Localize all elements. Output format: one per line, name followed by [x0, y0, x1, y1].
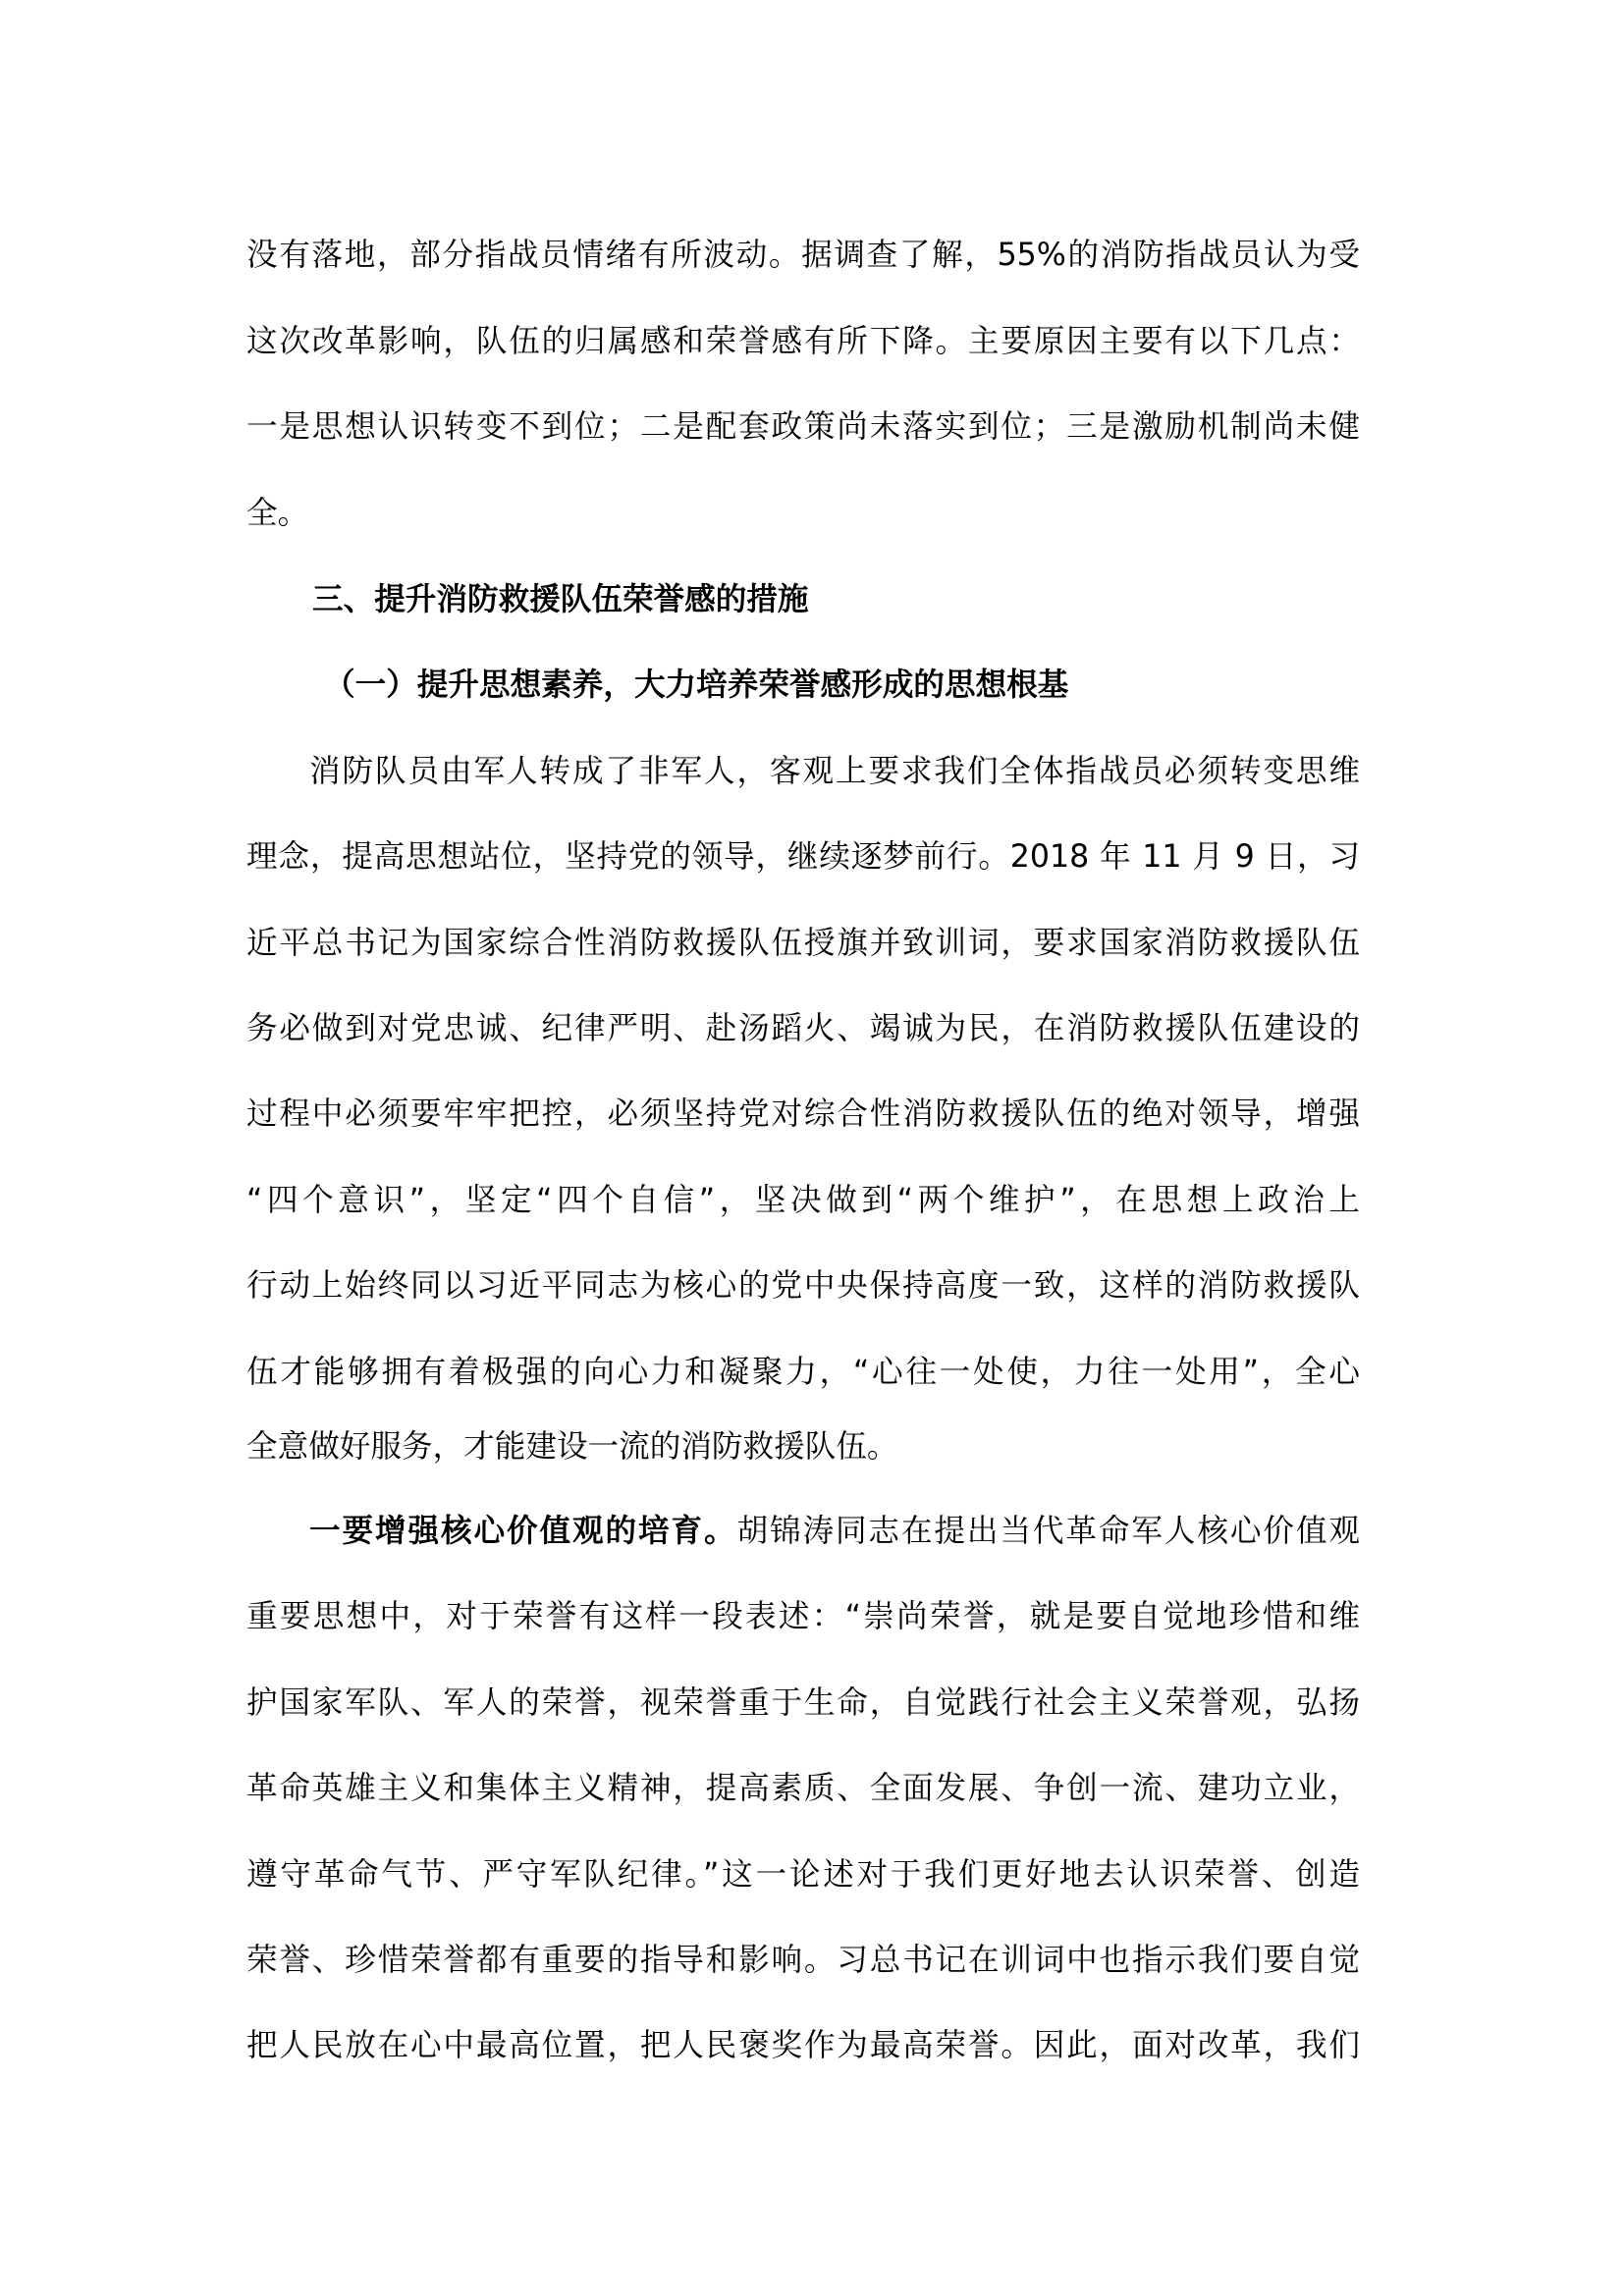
body-text-line: 全。	[246, 496, 309, 531]
body-text-line: 过程中必须要牢牢把控，必须坚持党对综合性消防救援队伍的绝对领导，增强	[246, 1096, 1360, 1132]
body-text-line: 务必做到对党忠诚、纪律严明、赴汤蹈火、竭诚为民，在消防救援队伍建设的	[246, 1011, 1360, 1046]
body-text-line: 消防队员由军人转成了非军人，客观上要求我们全体指战员必须转变思维	[309, 754, 1360, 789]
section-heading: 三、提升消防救援队伍荣誉感的措施	[312, 582, 809, 617]
body-text-line: 这次改革影响，队伍的归属感和荣誉感有所下降。主要原因主要有以下几点：	[246, 324, 1360, 359]
body-text-line: 护国家军队、军人的荣誉，视荣誉重于生命，自觉践行社会主义荣誉观，弘扬	[246, 1685, 1360, 1721]
paragraph-text: 胡锦涛同志在提出当代革命军人核心价值观	[736, 1514, 1360, 1549]
body-text-line: 全意做好服务，才能建设一流的消防救援队伍。	[246, 1429, 898, 1465]
paragraph-lead-bold: 一要增强核心价值观的培育。	[309, 1514, 737, 1549]
body-text-line: 革命英雄主义和集体主义精神，提高素质、全面发展、争创一流、建功立业，	[246, 1771, 1360, 1806]
body-text-line: 重要思想中，对于荣誉有这样一段表述：“崇尚荣誉，就是要自觉地珍惜和维	[246, 1599, 1360, 1634]
body-text-line: 一是思想认识转变不到位；二是配套政策尚未落实到位；三是激励机制尚未健	[246, 409, 1360, 445]
subsection-heading: （一）提升思想素养，大力培养荣誉感形成的思想根基	[324, 667, 1069, 703]
body-text-line: 伍才能够拥有着极强的向心力和凝聚力，“心往一处使，力往一处用”，全心	[246, 1355, 1360, 1390]
body-text-line: 没有落地，部分指战员情绪有所波动。据调查了解，55%的消防指战员认为受	[246, 238, 1360, 273]
body-text-line: 遵守革命气节、严守军队纪律。”这一论述对于我们更好地去认识荣誉、创造	[246, 1857, 1360, 1893]
body-text-line	[309, 1488, 1360, 1575]
body-text-line: “四个意识”，坚定“四个自信”，坚决做到“两个维护”，在思想上政治上	[246, 1183, 1360, 1218]
body-text-line: 荣誉、珍惜荣誉都有重要的指导和影响。习总书记在训词中也指示我们要自觉	[246, 1943, 1360, 1978]
body-text-line: 行动上始终同以习近平同志为核心的党中央保持高度一致，这样的消防救援队	[246, 1268, 1360, 1304]
body-text-line: 理念，提高思想站位，坚持党的领导，继续逐梦前行。2018 年 11 月 9 日，习	[246, 839, 1360, 875]
body-text-line: 近平总书记为国家综合性消防救援队伍授旗并致训词，要求国家消防救援队伍	[246, 926, 1360, 961]
body-text-line: 把人民放在心中最高位置，把人民褒奖作为最高荣誉。因此，面对改革，我们	[246, 2028, 1360, 2063]
